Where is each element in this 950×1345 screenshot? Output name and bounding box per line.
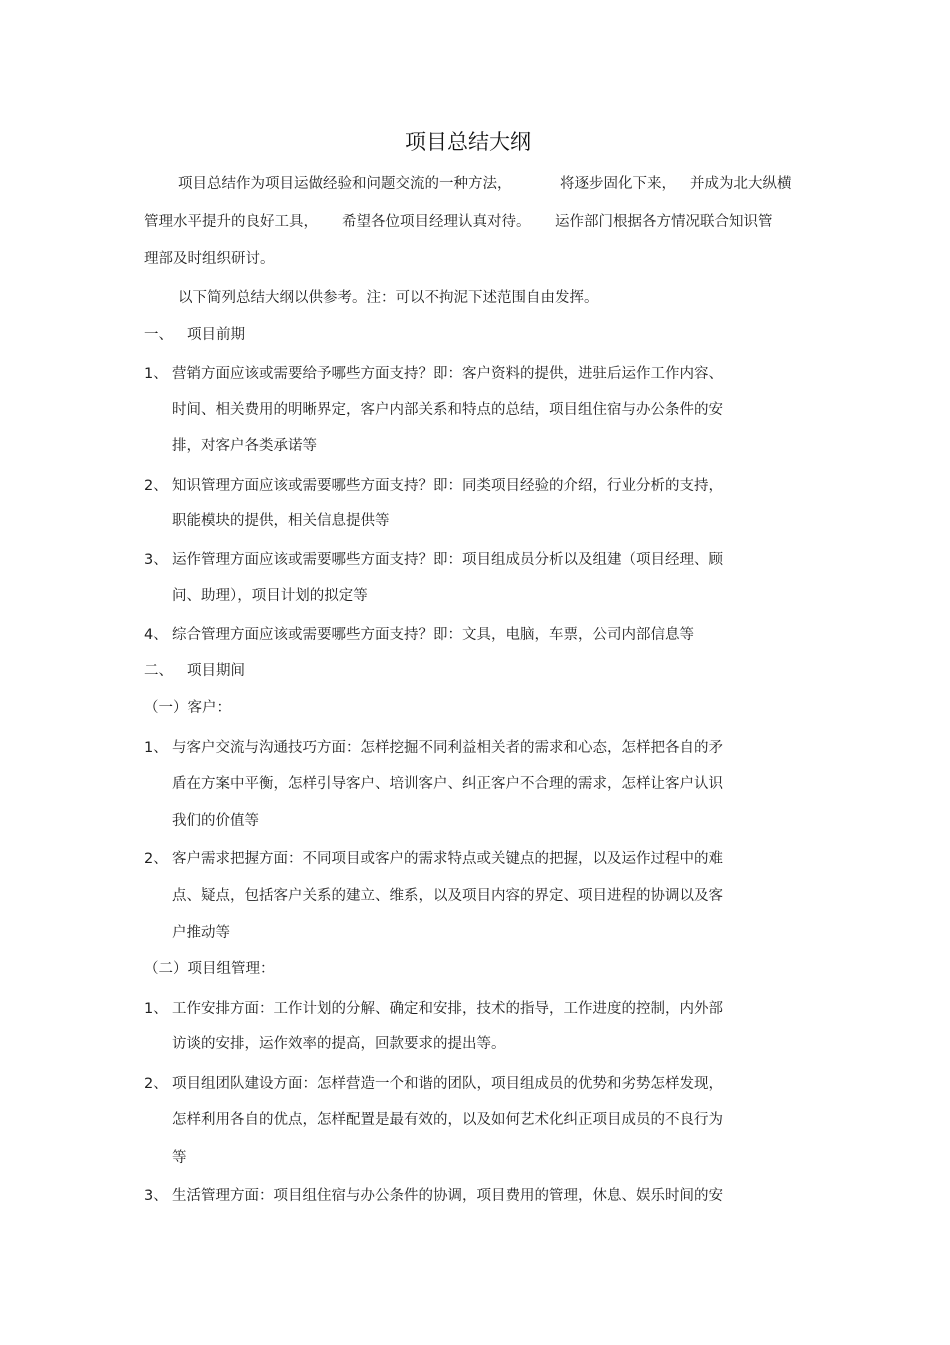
- intro-line-3: 理部及时组织研讨。: [144, 251, 275, 267]
- item-line: 运作管理方面应该或需要哪些方面支持？即：项目组成员分析以及组建（项目经理、顾: [172, 552, 723, 568]
- item-line: 怎样利用各自的优点，怎样配置是最有效的，以及如何艺术化纠正项目成员的不良行为: [172, 1112, 723, 1128]
- item-line: 工作安排方面：工作计划的分解、确定和安排，技术的指导，工作进度的控制，内外部: [172, 1001, 723, 1017]
- item-number: 2、: [144, 851, 168, 867]
- item-line: 户推动等: [172, 925, 230, 941]
- intro-line-1c: 并成为北大纵横: [690, 176, 792, 192]
- item-number: 1、: [144, 740, 168, 756]
- item-line: 问、助理），项目计划的拟定等: [172, 588, 368, 604]
- item-line: 客户需求把握方面：不同项目或客户的需求特点或关键点的把握，以及运作过程中的难: [172, 851, 723, 867]
- subsection-heading: （一）客户：: [144, 700, 231, 716]
- item-line: 排，对客户各类承诺等: [172, 438, 317, 454]
- item-line: 等: [172, 1150, 187, 1166]
- item-line: 时间、相关费用的明晰界定，客户内部关系和特点的总结，项目组住宿与办公条件的安: [172, 402, 723, 418]
- item-line: 职能模块的提供，相关信息提供等: [172, 513, 390, 529]
- intro-line-1b: 将逐步固化下来，: [560, 176, 676, 192]
- section-2-number: 二、: [144, 663, 173, 679]
- section-1-number: 一、: [144, 327, 173, 343]
- item-number: 1、: [144, 366, 168, 382]
- item-number: 2、: [144, 1076, 168, 1092]
- section-1-heading: 项目前期: [187, 327, 245, 343]
- item-number: 2、: [144, 478, 168, 494]
- item-line: 访谈的安排，运作效率的提高，回款要求的提出等。: [172, 1036, 506, 1052]
- intro-line-2b: 希望各位项目经理认真对待。: [342, 214, 531, 230]
- item-line: 知识管理方面应该或需要哪些方面支持？即：同类项目经验的介绍，行业分析的支持，: [172, 478, 723, 494]
- page-title: 项目总结大纲: [405, 130, 531, 154]
- item-line: 与客户交流与沟通技巧方面：怎样挖掘不同利益相关者的需求和心态，怎样把各自的矛: [172, 740, 723, 756]
- item-number: 3、: [144, 552, 168, 568]
- subsection-heading: （二）项目组管理：: [144, 961, 275, 977]
- item-number: 3、: [144, 1188, 168, 1204]
- intro-line-2a: 管理水平提升的良好工具，: [144, 214, 318, 230]
- item-line: 盾在方案中平衡，怎样引导客户、培训客户、纠正客户不合理的需求，怎样让客户认识: [172, 776, 723, 792]
- item-line: 点、疑点，包括客户关系的建立、维系，以及项目内容的界定、项目进程的协调以及客: [172, 888, 723, 904]
- intro-line-4: 以下简列总结大纲以供参考。注：可以不拘泥下述范围自由发挥。: [178, 290, 599, 306]
- item-line: 营销方面应该或需要给予哪些方面支持？即：客户资料的提供，进驻后运作工作内容、: [172, 366, 723, 382]
- intro-line-1a: 项目总结作为项目运做经验和问题交流的一种方法，: [178, 176, 512, 192]
- section-2-heading: 项目期间: [187, 663, 245, 679]
- item-number: 4、: [144, 627, 168, 643]
- item-line: 项目组团队建设方面：怎样营造一个和谐的团队，项目组成员的优势和劣势怎样发现，: [172, 1076, 723, 1092]
- item-line: 我们的价值等: [172, 813, 259, 829]
- intro-line-2c: 运作部门根据各方情况联合知识管: [555, 214, 773, 230]
- item-line: 生活管理方面：项目组住宿与办公条件的协调，项目费用的管理，休息、娱乐时间的安: [172, 1188, 723, 1204]
- item-line: 综合管理方面应该或需要哪些方面支持？即：文具，电脑，车票，公司内部信息等: [172, 627, 694, 643]
- item-number: 1、: [144, 1001, 168, 1017]
